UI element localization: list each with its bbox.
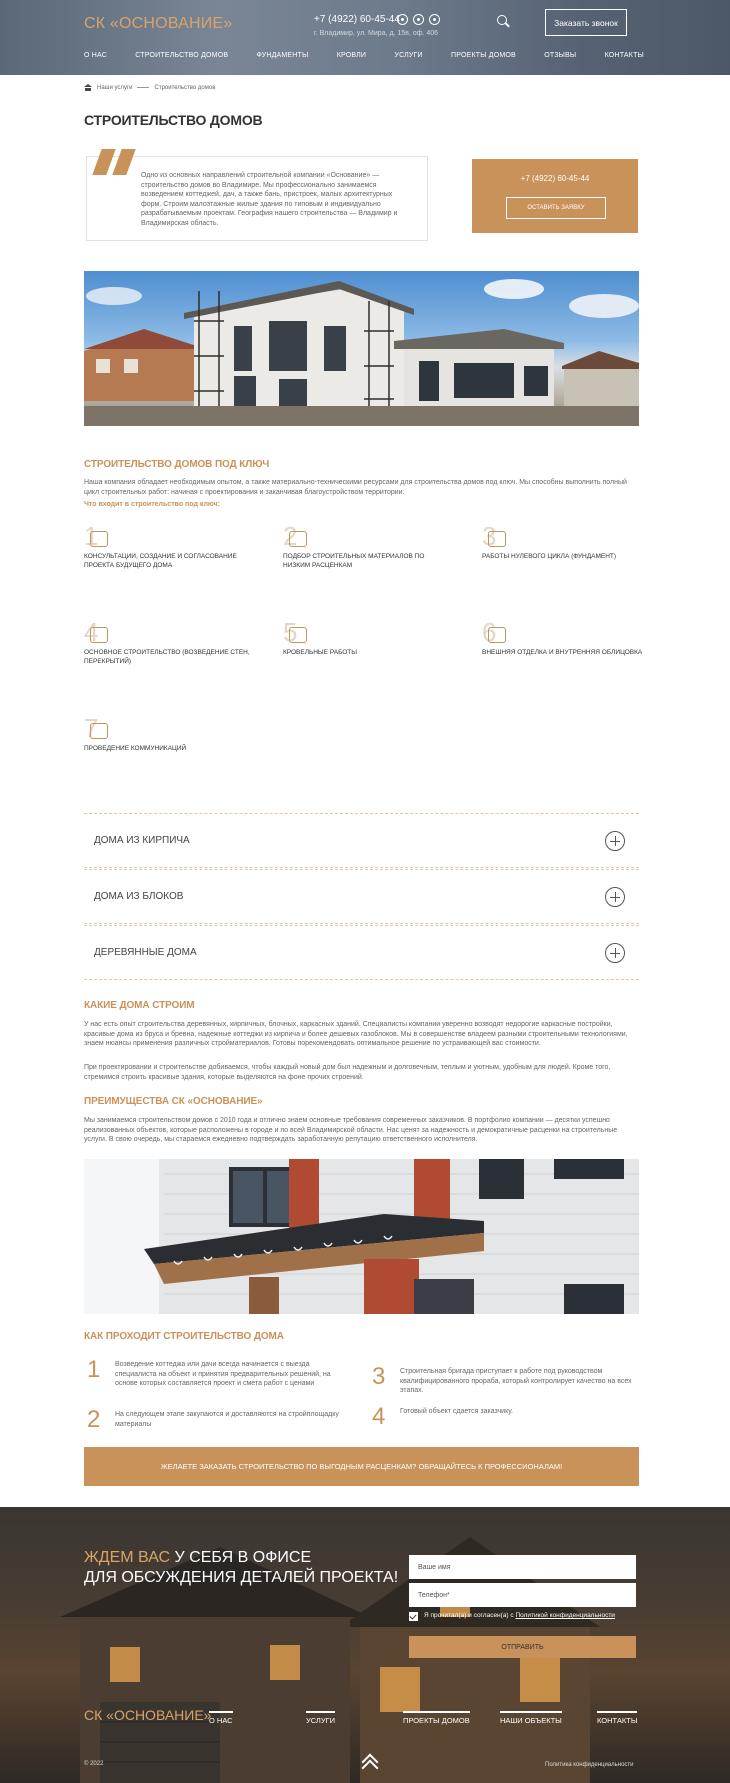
- process-step: [87, 1358, 347, 1389]
- service-label: ПОДБОР СТРОИТЕЛЬНЫХ МАТЕРИАЛОВ ПО НИЗКИМ РАСЦЕНКАМ: [283, 553, 425, 569]
- breadcrumb-item[interactable]: Наши услуги: [97, 84, 133, 91]
- search-icon[interactable]: [497, 15, 507, 25]
- step-text: Готовый объект сдается заказчику.: [400, 1408, 513, 1415]
- main-nav: [84, 52, 644, 59]
- intro-quote: [86, 156, 428, 241]
- order-banner[interactable]: ЖЕЛАЕТЕ ЗАКАЗАТЬ СТРОИТЕЛЬСТВО ПО ВЫГОДНЫМ РАСЦЕНКАМ? ОБРАЩАЙТЕСЬ К ПРОФЕССИОНАЛАМ!: [84, 1447, 639, 1486]
- office-heading-rest: У СЕБЯ В ОФИСЕ: [170, 1549, 312, 1566]
- turnkey-subheading: Что входит в строительство под ключ:: [84, 501, 220, 508]
- process-step: [87, 1408, 347, 1432]
- accordion-brick-houses[interactable]: [84, 813, 639, 868]
- nav-item-roofs[interactable]: КРОВЛИ: [336, 52, 367, 59]
- step-number: 3: [372, 1363, 386, 1390]
- privacy-policy-link[interactable]: Политика конфиденциальности: [545, 1762, 634, 1768]
- process-step: [372, 1365, 632, 1396]
- turnkey-heading: СТРОИТЕЛЬСТВО ДОМОВ ПОД КЛЮЧ: [84, 459, 270, 470]
- advantages-heading: ПРЕИМУЩЕСТВА СК «ОСНОВАНИЕ»: [84, 1096, 263, 1107]
- header-address: г. Владимир, ул. Мира, д. 15в, оф. 406: [314, 30, 439, 37]
- plus-icon[interactable]: [605, 943, 625, 963]
- service-number: 7: [84, 715, 254, 741]
- step-number: 1: [87, 1356, 101, 1383]
- consent-text: [424, 1611, 615, 1621]
- quote-icon: [93, 149, 135, 175]
- accordion-title: ДОМА ИЗ КИРПИЧА: [94, 835, 190, 846]
- service-label: КРОВЕЛЬНЫЕ РАБОТЫ: [283, 649, 358, 656]
- plus-icon[interactable]: [605, 831, 625, 851]
- which-houses-text-1: У нас есть опыт строительства деревянных, кирпичных, блочных, каркасных зданий. Специалисты компании уверенно возводят недорогие каркасные постройки, красивые дома из бруса и бревна, надежные коттеджи из кирпича и более дешевых газоблоков. Мы в совершенстве владеем разными строительными технологиями, знаем нюансы применения различных стройматериалов. Готовы порекомендовать оптимальное решение по устраивающей вас стоимости.: [84, 1021, 628, 1047]
- telegram-icon[interactable]: [413, 14, 424, 25]
- whatsapp-icon[interactable]: [397, 14, 408, 25]
- office-heading: [84, 1548, 398, 1588]
- footer-nav-objects[interactable]: НАШИ ОБЪЕКТЫ: [500, 1711, 562, 1725]
- plus-icon[interactable]: [605, 887, 625, 907]
- scroll-up-icon[interactable]: [360, 1752, 380, 1772]
- office-heading-line2: ДЛЯ ОБСУЖДЕНИЯ ДЕТАЛЕЙ ПРОЕКТА!: [84, 1569, 399, 1586]
- home-icon[interactable]: [84, 84, 92, 91]
- send-button[interactable]: ОТПРАВИТЬ: [409, 1636, 636, 1658]
- service-number: 3: [482, 523, 652, 549]
- block-house-photo: [84, 1159, 639, 1314]
- process-heading: КАК ПРОХОДИТ СТРОИТЕЛЬСТВО ДОМА: [84, 1331, 284, 1342]
- step-text: Строительная бригада приступает к работе под руководством квалифицированного прораба, который контролирует качество на всех этапах.: [400, 1368, 632, 1394]
- page-title: СТРОИТЕЛЬСТВО ДОМОВ: [84, 112, 263, 128]
- process-step: [372, 1405, 632, 1429]
- which-houses-text-2: При проектировании и строительстве добиваемся, чтобы каждый новый дом был надежным и долговечным, теплым и уютным, удобным для людей. Кроме того, стремимся строить красивые здания, которые выделяются на фоне прочих строений.: [84, 1064, 611, 1081]
- privacy-link[interactable]: Политикой конфиденциальности: [515, 1612, 615, 1619]
- service-number: 2: [283, 523, 453, 549]
- site-logo[interactable]: СК «ОСНОВАНИЕ»: [84, 15, 233, 32]
- service-item: [482, 523, 652, 562]
- service-number: 6: [482, 619, 652, 645]
- footer-nav-contacts[interactable]: КОНТАКТЫ: [597, 1711, 637, 1725]
- office-heading-accent: ЖДЕМ ВАС: [84, 1549, 171, 1566]
- service-number: 1: [84, 523, 254, 549]
- footer-logo[interactable]: СК «ОСНОВАНИЕ»: [84, 1707, 212, 1723]
- service-item: [84, 523, 254, 570]
- cta-box: [472, 159, 638, 233]
- nav-item-house-building[interactable]: СТРОИТЕЛЬСТВО ДОМОВ: [135, 52, 229, 59]
- service-number: 5: [283, 619, 453, 645]
- footer-nav-services[interactable]: УСЛУГИ: [306, 1711, 335, 1725]
- copyright: © 2022: [84, 1761, 104, 1767]
- viber-icon[interactable]: [429, 14, 440, 25]
- advantages-text: Мы занимаемся строительством домов с 2010 года и отлично знаем основные требования современных заказчиков. В портфолио компании — десятки успешно реализованных объектов, которые расположены в городе и по всей Владимирской области. Нас ценят за надежность и демократичные расценки на строительные услуги. В свою очередь, мы стараемся ежедневно подтверждать заработанную репутацию ответственного исполнителя.: [84, 1117, 618, 1143]
- consent-checkbox[interactable]: [409, 1612, 418, 1621]
- nav-item-reviews[interactable]: ОТЗЫВЫ: [544, 52, 577, 59]
- breadcrumb: [84, 84, 215, 91]
- house-types-accordion: [84, 813, 639, 981]
- intro-quote-text: Одно из основных направлений строительной компании «Основание» — строительство домов во Владимире. Мы профессионально занимаемся возведением коттеджей, дач, а также бань, пристроек, малых архитектурных форм. Строим малоэтажные жилые здания по типовым и индивидуально разрабатываемым проектам. География нашего строительства — Владимир и Владимирская область.: [141, 172, 398, 227]
- which-houses-heading: КАКИЕ ДОМА СТРОИМ: [84, 1000, 195, 1011]
- messenger-icons: [397, 12, 445, 30]
- accordion-title: ДОМА ИЗ БЛОКОВ: [94, 891, 184, 902]
- footer-nav-projects[interactable]: ПРОЕКТЫ ДОМОВ: [403, 1711, 470, 1725]
- header-phone[interactable]: +7 (4922) 60-45-44: [314, 14, 400, 25]
- step-number: 2: [87, 1406, 101, 1433]
- accordion-title: ДЕРЕВЯННЫЕ ДОМА: [94, 947, 197, 958]
- accordion-wooden-houses[interactable]: [84, 925, 639, 980]
- name-input[interactable]: Ваше имя: [409, 1555, 636, 1579]
- accordion-block-houses[interactable]: [84, 869, 639, 924]
- breadcrumb-separator: [137, 87, 149, 88]
- service-item: [84, 715, 254, 754]
- order-call-button[interactable]: Заказать звонок: [545, 9, 627, 36]
- breadcrumb-current: Строительство домов: [154, 84, 216, 91]
- step-text: Возведение коттеджа или дачи всегда начинается с выезда специалиста на объект и принятия предварительных решений, на основе которых составляется проект и смета работ с ценами: [115, 1361, 331, 1387]
- house-construction-photo: [84, 271, 639, 426]
- nav-item-projects[interactable]: ПРОЕКТЫ ДОМОВ: [451, 52, 516, 59]
- site-header: [0, 0, 730, 75]
- step-text: На следующем этапе закупаются и доставляются на стройплощадку материалы: [115, 1411, 339, 1428]
- service-label: ОСНОВНОЕ СТРОИТЕЛЬСТВО (ВОЗВЕДЕНИЕ СТЕН, ПЕРЕКРЫТИЙ): [84, 649, 250, 665]
- nav-item-foundations[interactable]: ФУНДАМЕНТЫ: [256, 52, 309, 59]
- service-label: ВНЕШНЯЯ ОТДЕЛКА И ВНУТРЕННЯЯ ОБЛИЦОВКА: [482, 649, 643, 656]
- consent-label: Я прочитал(а) и согласен(а) с: [424, 1612, 516, 1619]
- footer-nav-about[interactable]: О НАС: [209, 1711, 233, 1725]
- service-label: КОНСУЛЬТАЦИИ, СОЗДАНИЕ И СОГЛАСОВАНИЕ ПРОЕКТА БУДУЩЕГО ДОМА: [84, 553, 237, 569]
- service-number: 4: [84, 619, 254, 645]
- service-item: [482, 619, 652, 658]
- service-item: [84, 619, 254, 666]
- leave-request-button[interactable]: ОСТАВИТЬ ЗАЯВКУ: [506, 197, 606, 219]
- step-number: 4: [372, 1403, 386, 1430]
- nav-item-contacts[interactable]: КОНТАКТЫ: [604, 52, 644, 59]
- service-item: [283, 619, 453, 658]
- consent-row: [409, 1611, 636, 1621]
- turnkey-text: Наша компания обладает необходимым опытом, а также материально-техническими ресурсами для строительства домов под ключ. Мы способны выполнить полный цикл строительных работ: начиная с проектирования и заканчивая благоустройством территории.: [84, 479, 627, 496]
- phone-input[interactable]: Телефон*: [409, 1583, 636, 1607]
- service-label: ПРОВЕДЕНИЕ КОММУНИКАЦИЙ: [84, 745, 187, 752]
- service-item: [283, 523, 453, 570]
- cta-phone[interactable]: +7 (4922) 60-45-44: [520, 174, 590, 183]
- nav-item-about[interactable]: О НАС: [84, 52, 108, 59]
- service-label: РАБОТЫ НУЛЕВОГО ЦИКЛА (ФУНДАМЕНТ): [482, 553, 617, 560]
- nav-item-services[interactable]: УСЛУГИ: [394, 52, 423, 59]
